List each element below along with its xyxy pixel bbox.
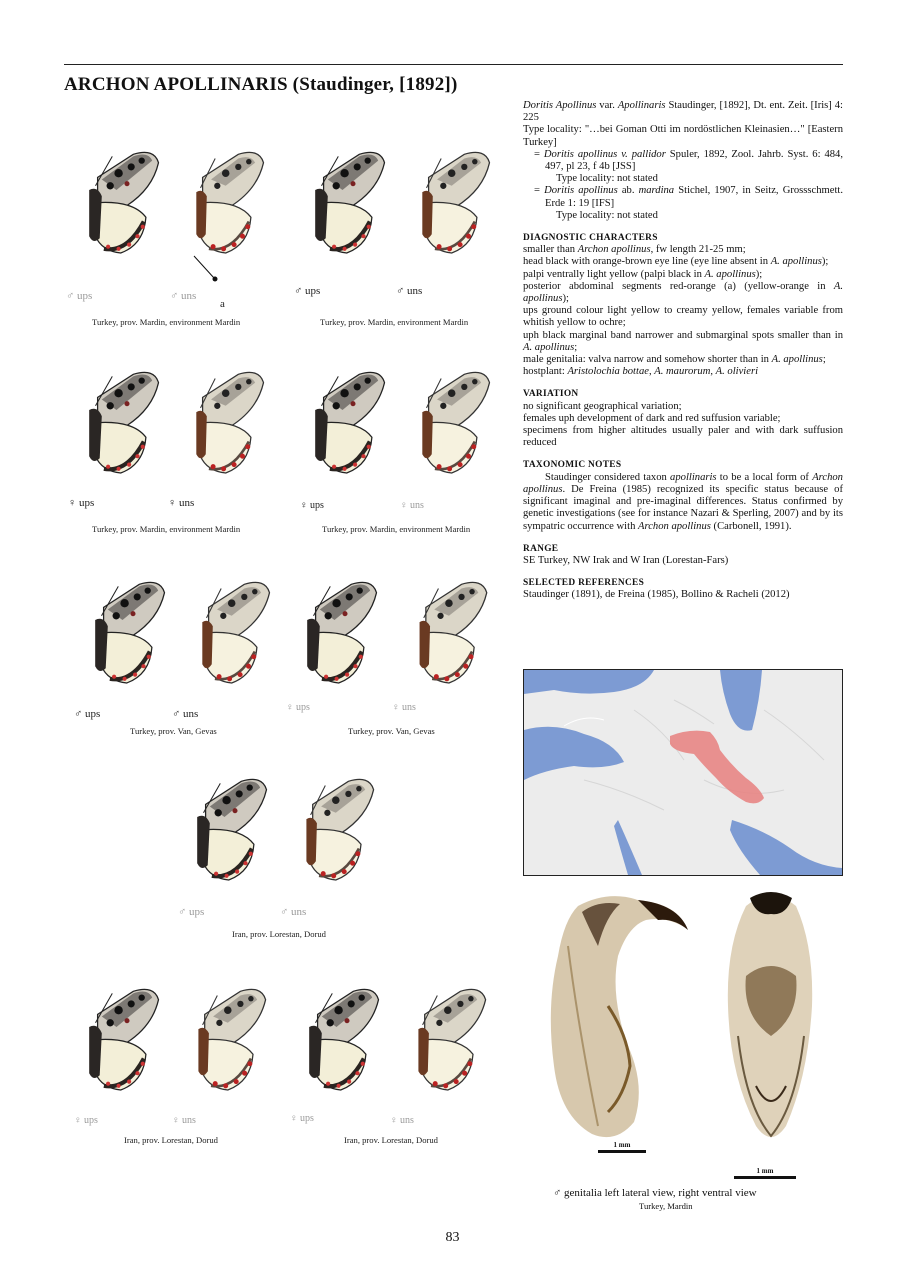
butterfly-photo [172,775,387,905]
page-title: ARCHON APOLLINARIS (Staudinger, [1892]) [64,74,458,95]
variation-item: specimens from higher altitudes usually paler and with dark suffusion reduced [523,425,843,449]
header-rule [64,64,843,65]
section-heading-diagnostic: DIAGNOSTIC CHARACTERS [523,233,658,244]
specimen-plate [64,985,279,1115]
map-graphic [524,670,842,875]
diag-item: ups ground colour light yellow to creamy yellow, females variable from whitish yellow to ochre; [523,305,843,329]
butterfly-photo [290,148,500,283]
butterfly-photo [64,368,274,498]
range-text: SE Turkey, NW Irak and W Iran (Lorestan-Fars) [523,554,729,566]
uns-label: ♂ uns [396,285,423,297]
synonym-1-type-locality: Type locality: not stated [556,173,658,185]
specimen-plate [64,368,274,498]
ups-label: ♂ ups [178,906,205,918]
uns-label: ♂ uns [172,708,199,720]
synonym-2-type-locality: Type locality: not stated [556,209,658,221]
variation-item: no significant geographical variation; [523,400,682,412]
ups-label: ♂ ups [294,285,321,297]
section-heading-variation: VARIATION [523,389,579,400]
species-text [523,100,843,602]
butterfly-photo [64,148,274,288]
plate-location: Turkey, prov. Mardin, environment Mardin [322,524,471,534]
specimen-plate [172,775,387,905]
specimen-plate [284,985,499,1115]
butterfly-photo [290,368,500,498]
uns-label: ♀ uns [390,1115,414,1126]
plate-location: Turkey, prov. Van, Gevas [130,726,217,736]
uns-label: ♂ uns [280,906,307,918]
genitalia-caption: ♂ genitalia left lateral view, right ventral view [553,1187,757,1199]
ups-label: ♀ ups [74,1115,98,1126]
references-text: Staudinger (1891), de Freina (1985), Bollino & Racheli (2012) [523,589,790,601]
butterfly-photo [64,985,279,1115]
type-locality: Type locality: "…bei Goman Otti im nordöstlichen Kleinasien…" [Eastern Turkey] [523,124,843,148]
ups-label: ♂ ups [66,290,93,302]
genitalia-locality: Turkey, Mardin [639,1201,693,1211]
butterfly-photo [282,578,502,708]
genitalia-lateral [538,886,703,1161]
synonym-1: = Doritis apollinus v. pallidor Spuler, 1892, Zool. Jahrb. Syst. 6: 484, 497, pl 23, f 4b [JSS] [534,148,843,173]
diag-item: hostplant: Aristolochia bottae, A. maurorum, A. olivieri [523,366,759,378]
ups-label: ♀ ups [290,1113,314,1124]
synonym-2: = Doritis apollinus ab. mardina Stichel, 1907, in Seitz, Grossschmett. Erde 1: 19 [IFS] [534,185,844,209]
original-description: Doritis Apollinus var. Apollinaris Staudinger, [1892], Dt. ent. Zeit. [Iris] 4: 225 [523,100,843,124]
annotation-a: a [220,298,225,310]
taxonomic-notes: Staudinger considered taxon apollinaris to be a local form of Archon apollinus. De Freina (1985) recognized its specific status because of significant imaginal and pre-imaginal differences. Status confirmed by genetic investigations (see for instance Nazari & Sperling, 2007) and by its sympatric occurrence with Archon apollinus (Carbonell, 1991). [523,471,843,532]
genitalia-lateral-image [538,886,703,1156]
specimen-plate [282,578,502,708]
specimen-plate [290,368,500,498]
ups-label: ♀ ups [68,497,95,509]
uns-label: ♀ uns [168,497,195,509]
specimen-plate [70,578,280,708]
specimen-plate [290,148,500,283]
uns-label: ♀ uns [392,702,416,713]
ups-label: ♀ ups [286,702,310,713]
uns-label: ♀ uns [172,1115,196,1126]
plate-location: Iran, prov. Lorestan, Dorud [232,929,326,939]
plate-location: Turkey, prov. Mardin, environment Mardin [320,317,469,327]
plate-location: Turkey, prov. Van, Gevas [348,726,435,736]
plate-location: Iran, prov. Lorestan, Dorud [124,1135,218,1145]
diag-item: head black with orange-brown eye line (eye line absent in A. apollinus); [523,256,829,268]
plate-location: Turkey, prov. Mardin, environment Mardin [92,524,241,534]
uns-label: ♀ uns [400,500,424,511]
section-heading-references: SELECTED REFERENCES [523,578,645,589]
specimen-plate [64,148,274,288]
uns-label: ♂ uns [170,290,197,302]
diag-item: posterior abdominal segments red-orange (a) (yellow-orange in A. apollinus); [523,280,843,305]
section-heading-range: RANGE [523,543,559,554]
diag-item: smaller than Archon apollinus, fw length 21-25 mm; [523,244,746,256]
diag-item: male genitalia: valva narrow and somehow shorter than in A. apollinus; [523,354,826,366]
genitalia-ventral [716,886,826,1161]
ups-label: ♀ ups [300,500,324,511]
scale-bar-ventral: 1 mm [734,1167,796,1179]
genitalia-ventral-image [716,886,826,1156]
variation-item: females uph development of dark and red suffusion variable; [523,412,781,424]
plate-location: Iran, prov. Lorestan, Dorud [344,1135,438,1145]
plate-location: Turkey, prov. Mardin, environment Mardin [92,317,241,327]
ups-label: ♂ ups [74,708,101,720]
butterfly-photo [70,578,280,708]
diag-item: uph black marginal band narrower and submarginal spots smaller than in A. apollinus; [523,329,843,353]
section-heading-taxonomic: TAXONOMIC NOTES [523,460,622,471]
diag-item: palpi ventrally light yellow (palpi black in A. apollinus); [523,268,763,280]
scale-bar-lateral: 1 mm [598,1141,646,1153]
distribution-map [523,669,843,876]
butterfly-photo [284,985,499,1115]
page-number: 83 [445,1230,460,1245]
